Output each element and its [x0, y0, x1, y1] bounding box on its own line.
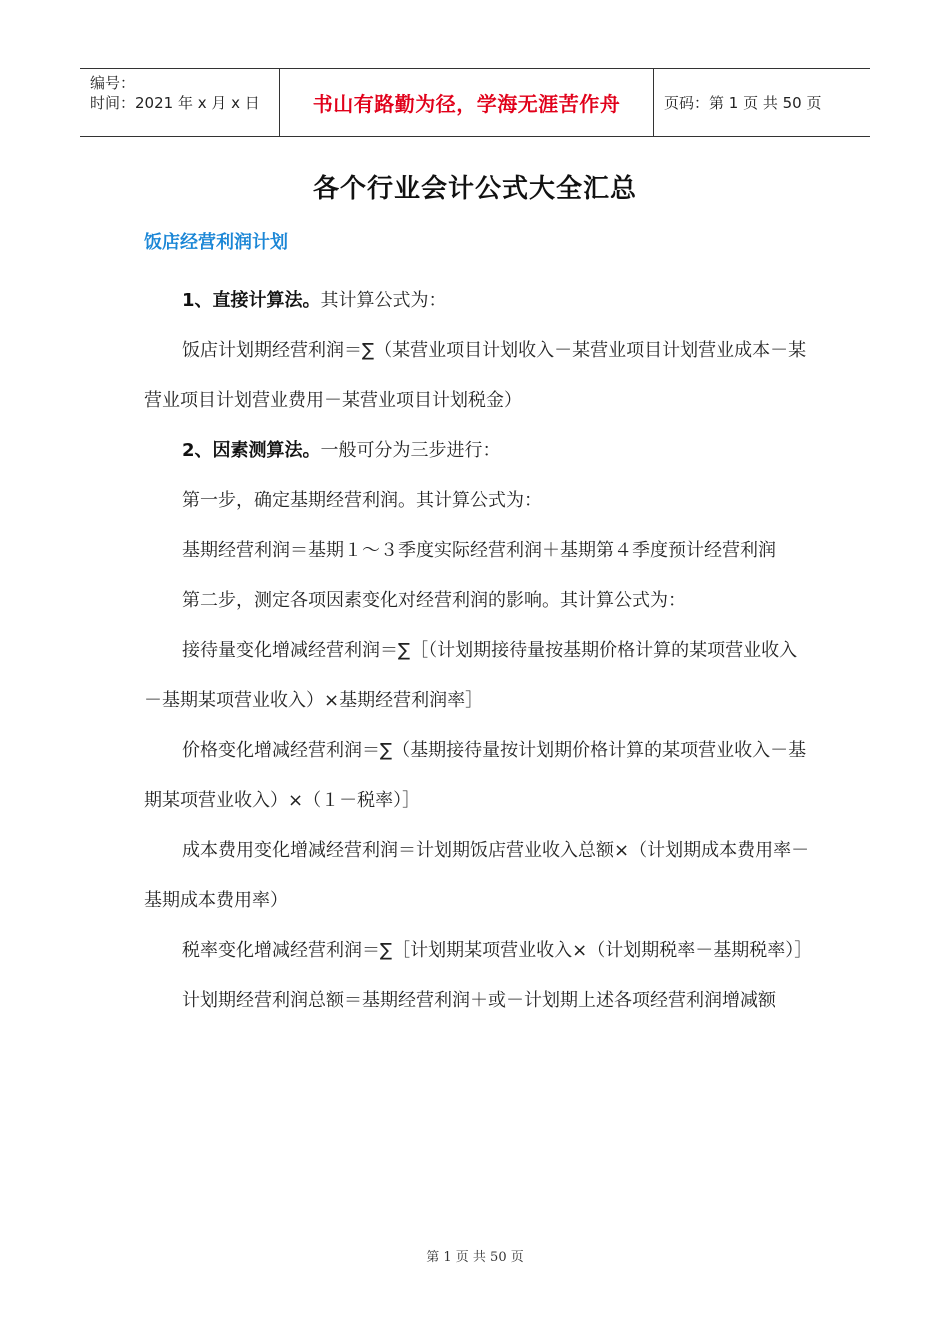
paragraph — [144, 626, 814, 726]
document-body — [144, 276, 814, 1026]
paragraph-lead: 2、因素测算法。 — [182, 440, 321, 461]
paragraph-text: 基期经营利润＝基期１～３季度实际经营利润＋基期第４季度预计经营利润 — [182, 540, 776, 561]
document-header — [80, 68, 870, 137]
paragraph-lead: 1、直接计算法。 — [182, 290, 321, 311]
paragraph-text: 一般可分为三步进行： — [320, 440, 501, 461]
header-motto: 书山有路勤为径，学海无涯苦作舟 — [280, 69, 654, 136]
paragraph-text: 成本费用变化增减经营利润＝计划期饭店营业收入总额×（计划期成本费用率－基期成本费用率） — [144, 840, 810, 911]
number-label: 编号： — [90, 74, 136, 92]
header-page-info: 页码：第 1 页 共 50 页 — [664, 94, 822, 112]
time-label: 时间：2021 年 x 月 x 日 — [90, 94, 260, 112]
page-footer: 第 1 页 共 50 页 — [426, 1250, 524, 1265]
paragraph-text: 饭店计划期经营利润＝∑（某营业项目计划收入－某营业项目计划营业成本－某营业项目计划营业费用－某营业项目计划税金） — [144, 340, 807, 411]
paragraph — [144, 576, 814, 626]
paragraph-text: 接待量变化增减经营利润＝∑［（计划期接待量按基期价格计算的某项营业收入－基期某项营业收入）×基期经营利润率］ — [144, 640, 798, 711]
paragraph — [144, 326, 814, 426]
header-meta-cell — [80, 69, 280, 136]
paragraph-text: 计划期经营利润总额＝基期经营利润＋或－计划期上述各项经营利润增减额 — [182, 990, 776, 1011]
paragraph — [144, 476, 814, 526]
paragraph — [144, 926, 814, 976]
document-title: 各个行业会计公式大全汇总 — [312, 174, 637, 204]
paragraph — [144, 276, 814, 326]
paragraph — [144, 526, 814, 576]
paragraph — [144, 976, 814, 1026]
paragraph-text: 第一步，确定基期经营利润。其计算公式为： — [182, 490, 542, 511]
paragraph-text: 税率变化增减经营利润＝∑［计划期某项营业收入×（计划期税率－基期税率）］ — [182, 940, 813, 961]
paragraph — [144, 826, 814, 926]
section-heading: 饭店经营利润计划 — [144, 232, 288, 253]
paragraph-text: 其计算公式为： — [320, 290, 447, 311]
paragraph — [144, 726, 814, 826]
paragraph-text: 价格变化增减经营利润＝∑（基期接待量按计划期价格计算的某项营业收入－基期某项营业收入）×（１－税率）］ — [144, 740, 807, 811]
paragraph — [144, 426, 814, 476]
paragraph-text: 第二步，测定各项因素变化对经营利润的影响。其计算公式为： — [182, 590, 686, 611]
